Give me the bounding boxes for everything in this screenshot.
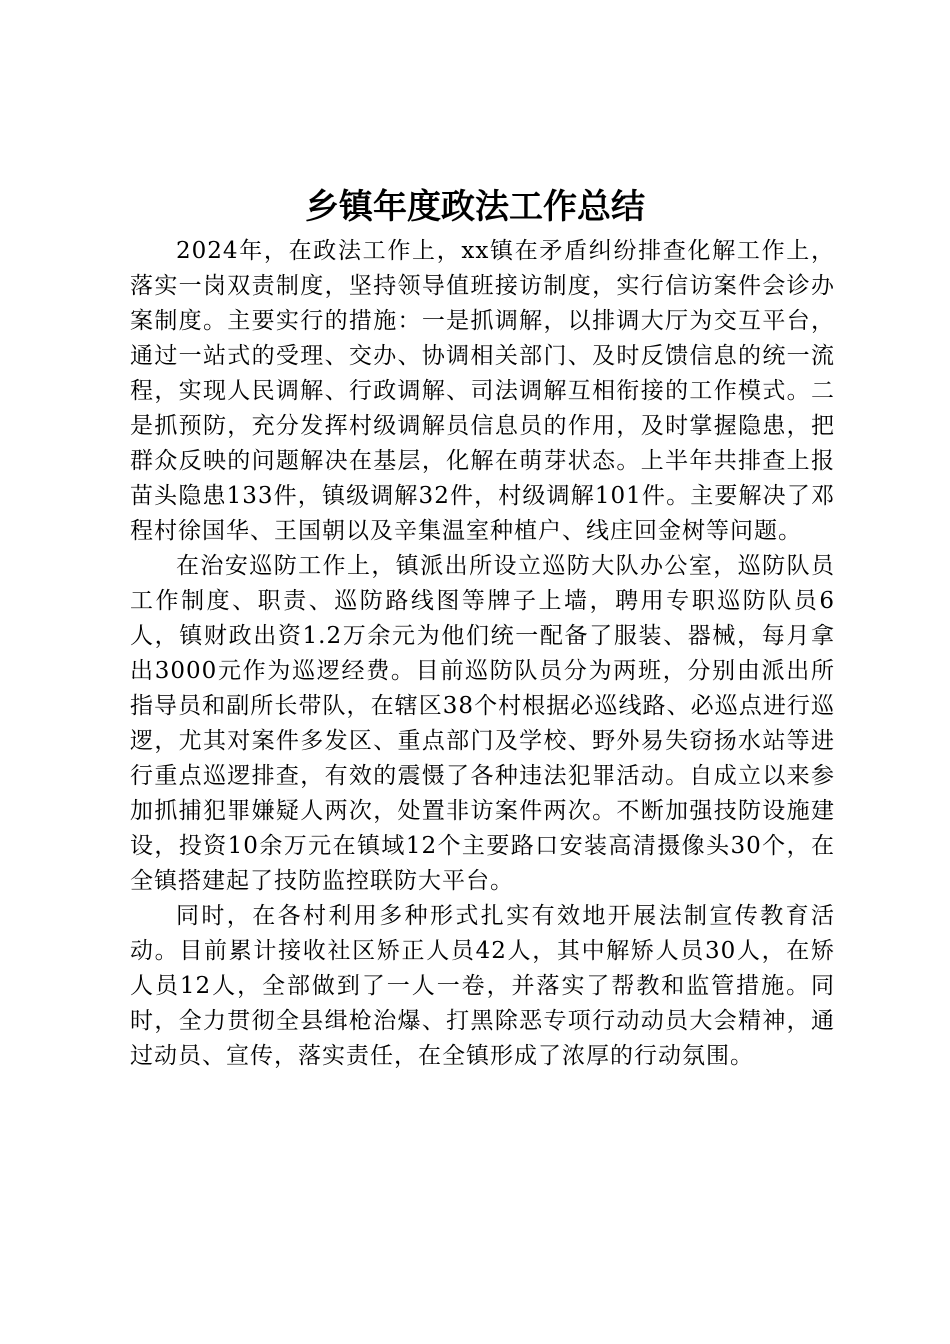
paragraph-patrol: 在治安巡防工作上，镇派出所设立巡防大队办公室，巡防队员工作制度、职责、巡防路线图等牌子上墙，聘用专职巡防队员6人，镇财政出资1.2万余元为他们统一配备了服装、器械，每月拿出3000元作为巡逻经费。目前巡防队员分为两班，分别由派出所指导员和副所长带队，在辖区38个村根据必巡线路、必巡点进行巡逻，尤其对案件多发区、重点部门及学校、野外易失窃扬水站等进行重点巡逻排查，有效的震慑了各种违法犯罪活动。自成立以来参加抓捕犯罪嫌疑人两次，处置非访案件两次。不断加强技防设施建设，投资10余万元在镇域12个主要路口安装高清摄像头30个，在全镇搭建起了技防监控联防大平台。 bbox=[130, 553, 835, 894]
paragraph-legal-education: 同时，在各村利用多种形式扎实有效地开展法制宣传教育活动。目前累计接收社区矫正人员42人，其中解矫人员30人，在矫人员12人，全部做到了一人一卷，并落实了帮教和监管措施。同时，全力贯彻全县缉枪治爆、打黑除恶专项行动动员大会精神，通过动员、宣传，落实责任，在全镇形成了浓厚的行动氛围。 bbox=[130, 903, 835, 1069]
paragraph-mediation: 2024年，在政法工作上，xx镇在矛盾纠纷排查化解工作上，落实一岗双责制度，坚持领导值班接访制度，实行信访案件会诊办案制度。主要实行的措施：一是抓调解，以排调大厅为交互平台，通过一站式的受理、交办、协调相关部门、及时反馈信息的统一流程，实现人民调解、行政调解、司法调解互相衔接的工作模式。二是抓预防，充分发挥村级调解员信息员的作用，及时掌握隐患，把群众反映的问题解决在基层，化解在萌芽状态。上半年共排查上报苗头隐患133件，镇级调解32件，村级调解101件。主要解决了邓程村徐国华、王国朝以及辛集温室种植户、线庄回金树等问题。 bbox=[130, 238, 835, 544]
document-body bbox=[130, 234, 835, 1074]
document-title: 乡镇年度政法工作总结 bbox=[305, 187, 645, 227]
